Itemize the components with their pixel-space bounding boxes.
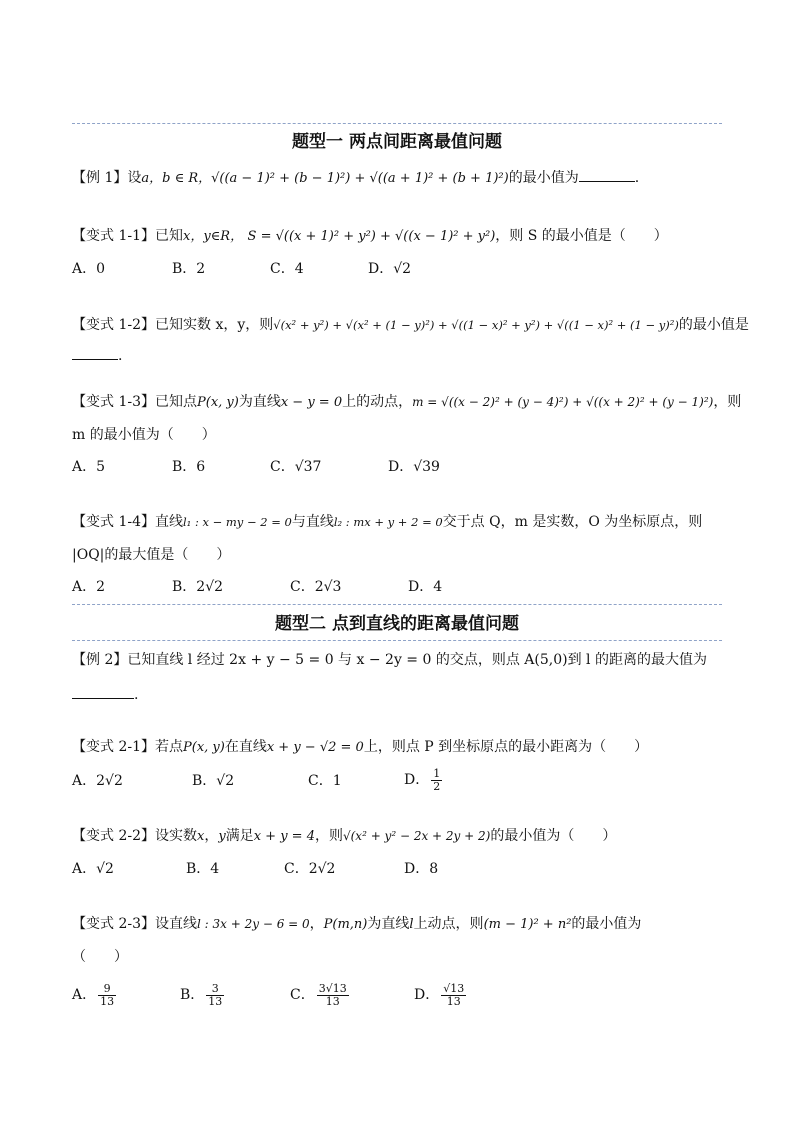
option-a[interactable]: A．0 [72,261,106,277]
period: . [634,170,640,186]
variant-label: 【变式 1-1】已知 [72,228,183,244]
question-text: 上，则点 P 到坐标原点的最小距离为（ ） [363,739,649,755]
fraction-numerator: √13 [443,981,465,995]
section-title: 题型一 两点间距离最值问题 [292,132,502,152]
connector-text: 上的动点， [342,394,413,410]
option-c[interactable]: C．1 [308,773,342,789]
fraction-denominator: 13 [208,994,223,1008]
math-expression: S = √((x + 1)² + y²) + √((x − 1)² + y²) [247,229,496,244]
answer-parentheses: （ ） [72,949,128,965]
math-vars: a，b ∈ R， [141,171,212,186]
section-divider [72,604,722,605]
question-text: ，则 S 的最小值是（ ） [495,228,668,244]
fraction-numerator: 9 [98,983,116,996]
option-c[interactable]: C．4 [270,261,304,277]
connector-text: 为直线 [238,394,281,410]
fraction-denominator: 13 [325,994,340,1008]
connector-text: ，则 [314,828,343,844]
connector-text: 满足 [225,828,254,844]
option-b[interactable]: B．√2 [192,773,235,789]
option-d[interactable]: D．8 [404,861,439,877]
example-1 [72,167,639,188]
variant-label: 【变式 2-1】若点 [72,739,183,755]
option-a[interactable]: A．2 [72,579,106,595]
math-point: P(x, y) [183,740,225,755]
variant-label: 【变式 2-3】设直线 [72,916,197,932]
connector-text: ， [309,916,324,932]
math-line-l1: l₁ : x − my − 2 = 0 [183,515,292,529]
math-expression: √(x² + y²) + √(x² + (1 − y)²) + √((1 − x)² + y²) + √((1 − x)² + (1 − y)²) [273,318,679,332]
option-letter: D． [404,772,430,788]
option-c[interactable]: C．√37 [270,459,322,475]
fraction-numerator: 3 [206,983,224,996]
connector-text: 为直线 [367,916,410,932]
answer-blank[interactable] [72,345,118,360]
question-text: 交于点 Q，m 是实数，O 为坐标原点，则 [442,514,703,530]
option-letter: B． [180,987,205,1003]
variant-label: 【变式 1-3】已知点 [72,394,197,410]
option-letter: A． [72,987,97,1003]
question-text: 的最小值是 [678,317,749,333]
example-label: 【例 1】设 [72,170,142,186]
math-line: x + y − √2 = 0 [266,740,364,755]
math-vars: x，y∈R， [183,229,244,244]
question-text: 的最小值为（ ） [490,828,617,844]
fraction-denominator: 13 [446,994,461,1008]
math-expression: m = √((x − 2)² + (y − 4)²) + √((x + 2)² + (y − 1)²) [412,395,714,409]
fraction [98,983,116,1008]
connector-text: 与直线 [291,514,334,530]
option-a[interactable]: A．2√2 [72,773,123,789]
option-letter: C． [290,987,315,1003]
variant-2-1 [72,738,648,757]
option-b[interactable]: B．2 [172,261,206,277]
option-d[interactable]: D．√2 [368,261,412,277]
math-line: x − y = 0 [280,395,343,410]
option-d[interactable]: D．4 [408,579,443,595]
fraction [317,983,349,1008]
fraction-denominator: 2 [433,779,441,793]
fraction-denominator: 13 [100,994,115,1008]
section-divider [72,640,722,641]
option-d[interactable] [414,980,468,1010]
answer-blank[interactable] [72,684,134,699]
option-a[interactable]: A．√2 [72,861,114,877]
question-text: 的最小值为 [571,916,642,932]
variant-1-4 [72,513,702,531]
fraction [441,983,466,1008]
math-var-x: x [197,829,205,844]
example-2-blank-line [72,684,138,704]
variant-label: 【变式 1-4】直线 [72,514,183,530]
answer-blank[interactable] [579,167,635,182]
connector-text: 上动点，则 [413,916,484,932]
option-c[interactable] [290,980,351,1010]
option-d[interactable]: D．√39 [388,459,440,475]
section-title: 题型二 点到直线的距离最值问题 [275,614,519,634]
math-condition: x + y = 4 [253,829,315,844]
option-b[interactable] [180,980,226,1010]
variant-2-2 [72,827,616,846]
option-b[interactable]: B．2√2 [172,579,224,595]
fraction-numerator: 3√13 [318,981,347,995]
question-text: 的最小值为 [508,170,579,186]
math-point: P(m,n) [323,917,368,932]
fraction [206,983,224,1008]
math-expression: √((a − 1)² + (b − 1)²) + √((a + 1)² + (b + 1)²) [211,171,509,186]
question-text: |OQ|的最大值是（ ） [72,547,231,563]
fraction-numerator: 1 [433,766,441,780]
option-letter: D． [414,987,440,1003]
math-line-l2: l₂ : mx + y + 2 = 0 [333,515,443,529]
period: . [134,687,139,703]
option-c[interactable]: C．2√2 [284,861,336,877]
variant-1-2 [72,316,749,334]
math-line: l : 3x + 2y − 6 = 0 [197,917,310,931]
math-var-l: l [409,917,414,932]
math-expression: √(x² + y² − 2x + 2y + 2) [342,829,491,843]
math-point: P(x, y) [197,395,239,410]
variant-label: 【变式 2-2】设实数 [72,828,197,844]
connector-text: ，则 [713,394,742,410]
fraction [431,768,442,793]
option-a[interactable]: A．5 [72,459,106,475]
math-var-y: y [218,829,226,844]
question-text: m 的最小值为（ ） [72,427,216,443]
option-c[interactable]: C．2√3 [290,579,342,595]
example-2: 【例 2】已知直线 l 经过 2x + y − 5 = 0 与 x − 2y = 0 的交点，则点 A(5,0)到 l 的距离的最大值为 [72,652,707,668]
option-b[interactable]: B．4 [186,861,220,877]
connector-text: 在直线 [224,739,267,755]
variant-1-2-blank-line [72,345,122,365]
variant-label: 【变式 1-2】已知实数 x，y，则 [72,317,274,333]
option-b[interactable]: B．6 [172,459,206,475]
period: . [118,348,123,364]
section-divider [72,123,722,124]
variant-2-3 [72,915,641,934]
variant-1-3 [72,393,741,412]
option-a[interactable] [72,980,118,1010]
option-d[interactable] [404,765,444,795]
math-expression: (m − 1)² + n² [483,917,572,932]
connector-text: ， [204,828,219,844]
variant-1-1 [72,227,668,246]
